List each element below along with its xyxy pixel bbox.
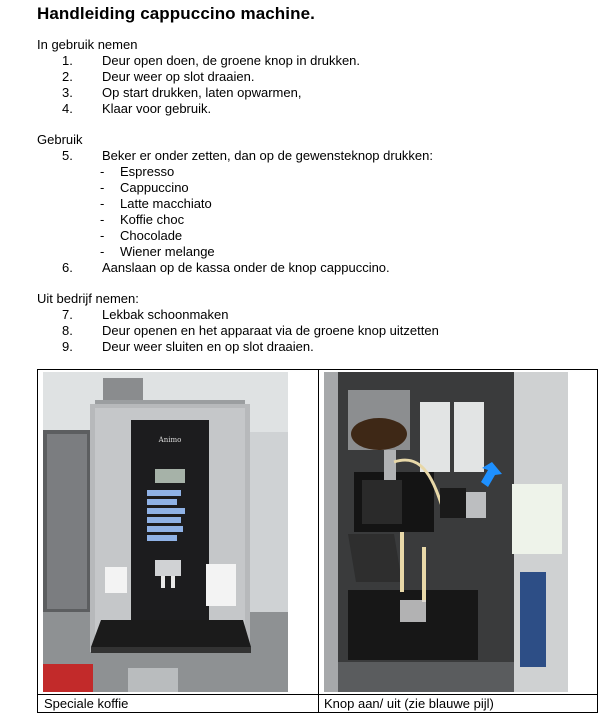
- list-item: 7. Lekbak schoonmaken: [62, 307, 229, 322]
- list-item: 2. Deur weer op slot draaien.: [62, 69, 255, 84]
- drink-item: - Koffie choc: [100, 212, 185, 227]
- list-item: 1. Deur open doen, de groene knop in drukken.: [62, 53, 361, 68]
- list-item: 6. Aanslaan op de kassa onder de knop cappuccino.: [62, 260, 390, 275]
- list-item: 4. Klaar voor gebruik.: [62, 101, 212, 116]
- section-heading-start: In gebruik nemen: [37, 37, 138, 52]
- list-item: 5. Beker er onder zetten, dan op de gewensteknop drukken:: [62, 148, 433, 163]
- drink-item: - Chocolade: [100, 228, 183, 243]
- photo-caption-right: Knop aan/ uit (zie blauwe pijl): [324, 696, 494, 711]
- photo-machine-front: [43, 372, 288, 692]
- drink-item: - Espresso: [100, 164, 175, 179]
- table-divider: [38, 694, 597, 695]
- list-item: 9. Deur weer sluiten en op slot draaien.: [62, 339, 314, 354]
- drink-item: - Latte macchiato: [100, 196, 212, 211]
- drink-item: - Cappuccino: [100, 180, 189, 195]
- section-heading-stop: Uit bedrijf nemen:: [37, 291, 139, 306]
- list-item: 3. Op start drukken, laten opwarmen,: [62, 85, 302, 100]
- drink-item: - Wiener melange: [100, 244, 215, 259]
- section-heading-use: Gebruik: [37, 132, 83, 147]
- photo-caption-left: Speciale koffie: [44, 696, 129, 711]
- page-title: Handleiding cappuccino machine.: [37, 4, 315, 23]
- photo-table: [37, 369, 598, 713]
- photo-machine-open: [324, 372, 568, 692]
- list-item: 8. Deur openen en het apparaat via de groene knop uitzetten: [62, 323, 439, 338]
- brand-logo: Animo: [158, 436, 182, 444]
- table-divider: [318, 370, 319, 712]
